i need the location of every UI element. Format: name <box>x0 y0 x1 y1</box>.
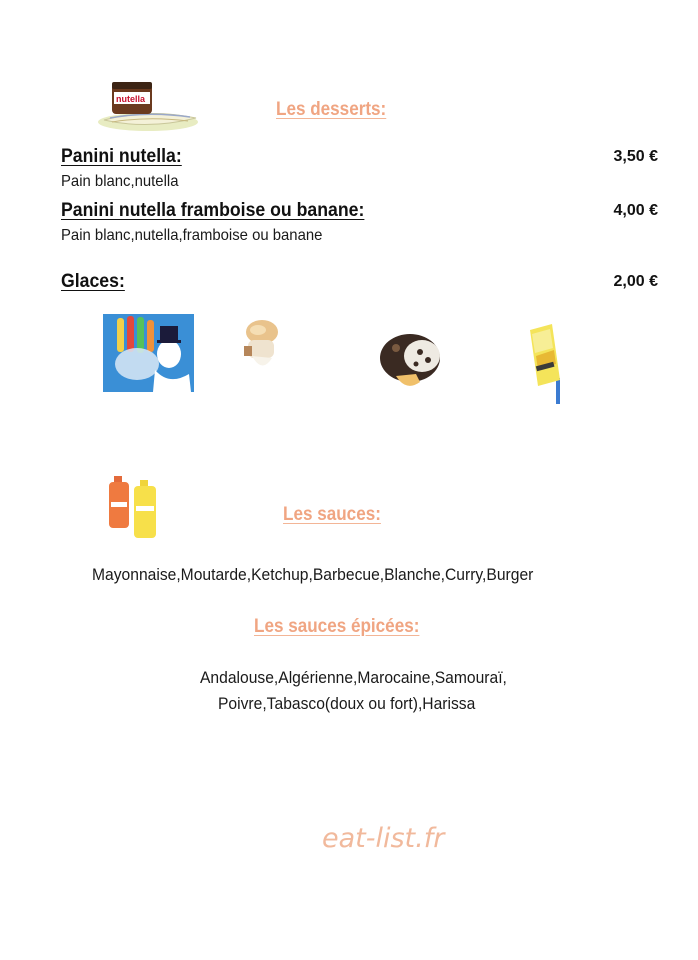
item-price-glaces: 2,00 € <box>613 273 658 290</box>
item-name-panini-nutella-framboise: Panini nutella framboise ou banane: <box>61 200 365 221</box>
spicy-sauces-title: Les sauces épicées: <box>254 616 420 637</box>
item-desc-panini-nutella: Pain blanc,nutella <box>61 173 179 190</box>
item-desc-panini-nutella-framboise: Pain blanc,nutella,framboise ou banane <box>61 227 323 244</box>
sauces-title: Les sauces: <box>283 504 381 525</box>
item-price-panini-nutella-framboise: 4,00 € <box>613 202 658 219</box>
ice-pop-icon <box>526 322 566 406</box>
nutella-jar-label: nutella <box>116 94 146 104</box>
cookie-sandwich-icon <box>376 318 448 392</box>
watermark: eat-list.fr <box>322 823 445 854</box>
cone-scoop-icon <box>240 318 280 374</box>
item-name-glaces: Glaces: <box>61 271 125 292</box>
desserts-title: Les desserts: <box>276 99 387 120</box>
nutella-panini-image <box>96 78 200 136</box>
sauce-bottles-icon <box>106 476 162 540</box>
hand-lolly-icon <box>103 314 194 392</box>
spicy-sauces-line-2: Poivre,Tabasco(doux ou fort),Harissa <box>218 694 476 713</box>
spicy-sauces-line-1: Andalouse,Algérienne,Marocaine,Samouraï, <box>200 668 507 687</box>
sauces-list: Mayonnaise,Moutarde,Ketchup,Barbecue,Blanche,Curry,Burger <box>92 565 534 584</box>
item-price-panini-nutella: 3,50 € <box>613 148 658 165</box>
item-name-panini-nutella: Panini nutella: <box>61 146 182 167</box>
